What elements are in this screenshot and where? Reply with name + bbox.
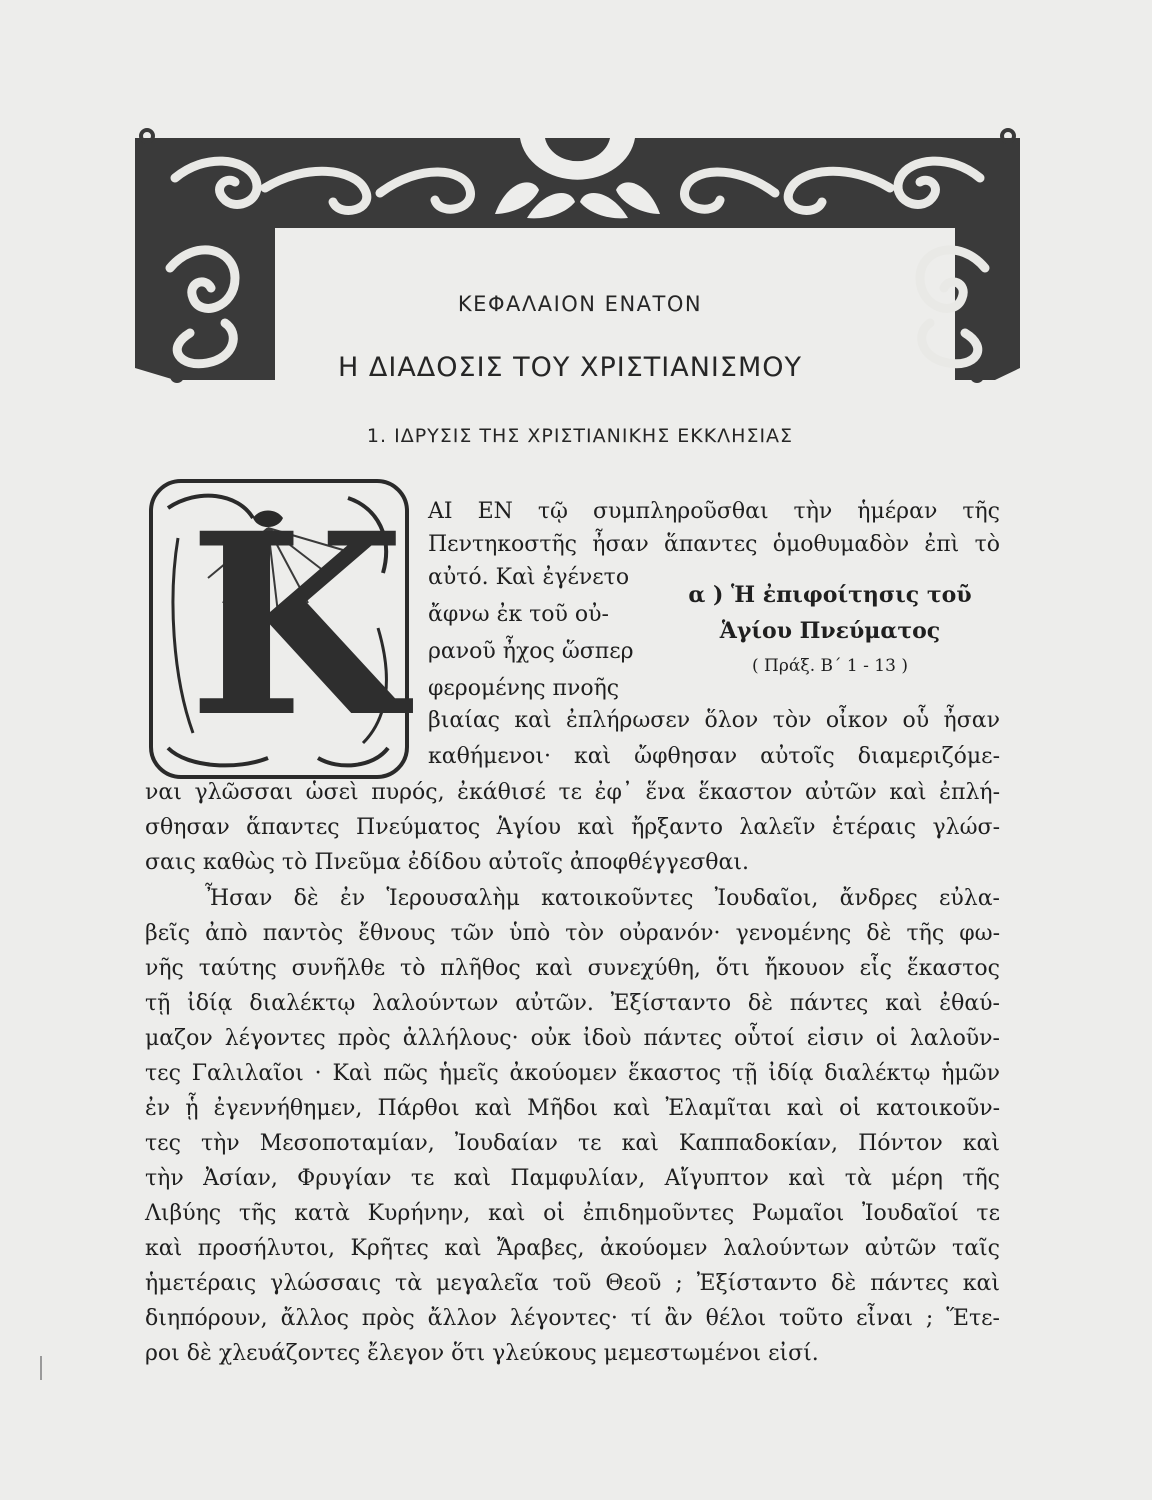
text-line: Ἦσαν δὲ ἐν Ἱερουσαλὴμ κατοικοῦντες Ἰουδαῖοι, ἄνδρες εὐλα- bbox=[205, 886, 1000, 911]
text-line: καὶ προσήλυτοι, Κρῆτες καὶ Ἄραβες, ἀκούομεν λαλούντων αὐτῶν ταῖς bbox=[145, 1236, 1000, 1261]
text-line: καθήμενοι· καὶ ὤφθησαν αὐτοῖς διαμεριζόμε- bbox=[428, 744, 1000, 769]
text-line: τῇ ἰδίᾳ διαλέκτῳ λαλούντων αὐτῶν. Ἐξίσταντο δὲ πάντες καὶ ἐθαύ- bbox=[145, 991, 1000, 1016]
text-line: σθησαν ἅπαντες Πνεύματος Ἁγίου καὶ ἤρξαντο λαλεῖν ἑτέραις γλώσ- bbox=[145, 815, 1000, 840]
text-line: τες τὴν Μεσοποταμίαν, Ἰουδαίαν τε καὶ Καππαδοκίαν, Πόντον καὶ bbox=[145, 1131, 1000, 1156]
sidebar-heading-line2: Ἁγίου Πνεύματος bbox=[719, 618, 941, 644]
text-line: τὴν Ἀσίαν, Φρυγίαν τε καὶ Παμφυλίαν, Αἴγυπτον καὶ τὰ μέρη τῆς bbox=[145, 1166, 1000, 1191]
text-line: ἡμετέραις γλώσσαις τὰ μεγαλεῖα τοῦ Θεοῦ ; Ἐξίσταντο δὲ πάντες καὶ bbox=[145, 1271, 1000, 1296]
text-line: Πεντηκοστῆς ἦσαν ἅπαντες ὁμοθυμαδὸν ἐπὶ τὸ bbox=[428, 532, 1000, 557]
drop-cap-letter: Κ bbox=[188, 478, 406, 772]
text-line: ροι δὲ χλευάζοντες ἔλεγον ὅτι γλεύκους μεμεστωμένοι εἰσί. bbox=[145, 1341, 819, 1366]
text-line: σαις καθὼς τὸ Πνεῦμα ἐδίδου αὐτοῖς ἀποφθέγγεσθαι. bbox=[145, 850, 749, 875]
margin-mark bbox=[40, 1356, 42, 1380]
chapter-label: ΚΕΦΑΛΑΙΟΝ ΕΝΑΤΟΝ bbox=[457, 292, 703, 316]
drop-cap bbox=[148, 478, 410, 780]
text-line: ναι γλῶσσαι ὡσεὶ πυρός, ἐκάθισέ τε ἐφ᾿ ἕνα ἕκαστον αὐτῶν καὶ ἐπλή- bbox=[145, 780, 1000, 805]
text-line: φερομένης πνοῆς bbox=[428, 676, 620, 701]
text-line: ἐν ᾗ ἐγεννήθημεν, Πάρθοι καὶ Μῆδοι καὶ Ἐλαμῖται καὶ οἱ κατοικοῦν- bbox=[145, 1096, 1000, 1121]
text-line: ΑΙ ΕΝ τῷ συμπληροῦσθαι τὴν ἡμέραν τῆς bbox=[428, 499, 1000, 524]
sidebar-heading-line1: α ) Ἡ ἐπιφοίτησις τοῦ bbox=[688, 582, 972, 608]
sidebar-reference: ( Πράξ. Β΄ 1 - 13 ) bbox=[752, 656, 908, 676]
header-ornament bbox=[135, 118, 1020, 388]
text-line: νῆς ταύτης συνῆλθε τὸ πλῆθος καὶ συνεχύθη, ὅτι ἤκουον εἷς ἕκαστος bbox=[145, 956, 1000, 981]
chapter-title: Η ΔΙΑΔΟΣΙΣ ΤΟΥ ΧΡΙΣΤΙΑΝΙΣΜΟΥ bbox=[338, 352, 802, 383]
section-title: 1. ΙΔΡΥΣΙΣ ΤΗΣ ΧΡΙΣΤΙΑΝΙΚΗΣ ΕΚΚΛΗΣΙΑΣ bbox=[366, 425, 794, 447]
text-line: μαζον λέγοντες πρὸς ἀλλήλους· οὐκ ἰδοὺ πάντες οὗτοί εἰσιν οἱ λαλοῦν- bbox=[145, 1026, 1000, 1051]
text-line: ἄφνω ἐκ τοῦ οὐ- bbox=[428, 602, 609, 627]
text-line: ρανοῦ ἦχος ὥσπερ bbox=[428, 639, 634, 664]
text-line: βιαίας καὶ ἐπλήρωσεν ὅλον τὸν οἶκον οὗ ἦσαν bbox=[428, 708, 1000, 733]
text-line: Λιβύης τῆς κατὰ Κυρήνην, καὶ οἱ ἐπιδημοῦντες Ρωμαῖοι Ἰουδαῖοί τε bbox=[145, 1201, 1000, 1226]
text-line: αὐτό. Καὶ ἐγένετο bbox=[428, 565, 630, 590]
text-line: τες Γαλιλαῖοι · Καὶ πῶς ἡμεῖς ἀκούομεν ἕκαστος τῇ ἰδίᾳ διαλέκτῳ ἡμῶν bbox=[145, 1061, 1000, 1086]
text-line: βεῖς ἀπὸ παντὸς ἔθνους τῶν ὑπὸ τὸν οὐρανόν· γενομένης δὲ τῆς φω- bbox=[145, 921, 1000, 946]
text-line: διηπόρουν, ἄλλος πρὸς ἄλλον λέγοντες· τί ἂν θέλοι τοῦτο εἶναι ; Ἕτε- bbox=[145, 1306, 1000, 1331]
